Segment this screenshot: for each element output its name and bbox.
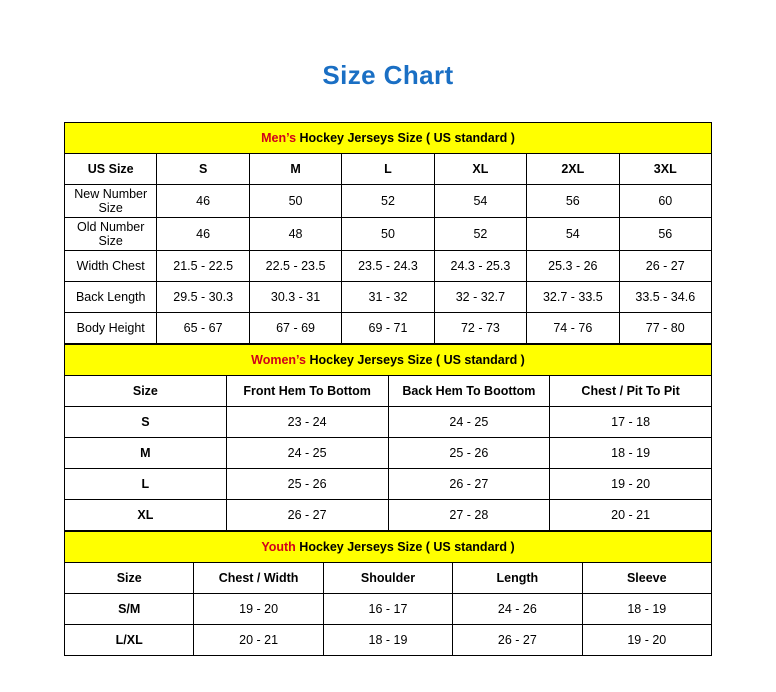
mens-col-3: L [342, 154, 434, 185]
mens-row-1-label: Old Number Size [65, 218, 157, 251]
mens-row-2-cell-5: 26 - 27 [619, 251, 711, 282]
mens-row-0-cell-5: 60 [619, 185, 711, 218]
mens-row-4-cell-1: 67 - 69 [249, 313, 341, 344]
womens-row-1-cell-2: 18 - 19 [550, 438, 712, 469]
womens-col-0: Size [65, 376, 227, 407]
mens-col-5: 2XL [527, 154, 619, 185]
mens-row-3-cell-2: 31 - 32 [342, 282, 434, 313]
youth-band-accent: Youth [261, 540, 296, 554]
mens-row-2-cell-4: 25.3 - 26 [527, 251, 619, 282]
youth-row-0-cell-1: 16 - 17 [323, 594, 452, 625]
mens-row-2-cell-1: 22.5 - 23.5 [249, 251, 341, 282]
mens-row-0-cell-1: 50 [249, 185, 341, 218]
youth-row-1-cell-3: 19 - 20 [582, 625, 711, 656]
mens-row-2-cell-3: 24.3 - 25.3 [434, 251, 526, 282]
womens-row-0-cell-2: 17 - 18 [550, 407, 712, 438]
mens-row-1-cell-3: 52 [434, 218, 526, 251]
table-row [65, 500, 712, 531]
womens-row-3-cell-0: 26 - 27 [226, 500, 388, 531]
womens-band-accent: Women’s [251, 353, 306, 367]
mens-row-4-cell-3: 72 - 73 [434, 313, 526, 344]
womens-col-3: Chest / Pit To Pit [550, 376, 712, 407]
womens-row-3-cell-1: 27 - 28 [388, 500, 550, 531]
table-row [65, 469, 712, 500]
youth-row-1-cell-0: 20 - 21 [194, 625, 323, 656]
womens-col-1: Front Hem To Bottom [226, 376, 388, 407]
youth-band-rest: Hockey Jerseys Size ( US standard ) [295, 540, 515, 554]
youth-row-0-cell-0: 19 - 20 [194, 594, 323, 625]
youth-col-4: Sleeve [582, 563, 711, 594]
table-row [65, 282, 712, 313]
womens-row-2-cell-1: 26 - 27 [388, 469, 550, 500]
mens-row-4-cell-4: 74 - 76 [527, 313, 619, 344]
youth-row-1-cell-2: 26 - 27 [453, 625, 582, 656]
womens-row-0-cell-1: 24 - 25 [388, 407, 550, 438]
youth-row-1-label: L/XL [65, 625, 194, 656]
table-row [65, 407, 712, 438]
mens-row-1-cell-1: 48 [249, 218, 341, 251]
womens-band-title [65, 345, 712, 376]
mens-band-title [65, 123, 712, 154]
mens-row-1-cell-4: 54 [527, 218, 619, 251]
womens-row-1-label: M [65, 438, 227, 469]
mens-row-1-cell-5: 56 [619, 218, 711, 251]
mens-col-0: US Size [65, 154, 157, 185]
youth-col-2: Shoulder [323, 563, 452, 594]
size-chart-tables [64, 88, 712, 656]
table-row [65, 185, 712, 218]
youth-row-0-cell-2: 24 - 26 [453, 594, 582, 625]
mens-row-3-cell-0: 29.5 - 30.3 [157, 282, 249, 313]
mens-row-3-cell-5: 33.5 - 34.6 [619, 282, 711, 313]
table-row [65, 594, 712, 625]
womens-row-3-cell-2: 20 - 21 [550, 500, 712, 531]
mens-col-6: 3XL [619, 154, 711, 185]
womens-row-2-cell-2: 19 - 20 [550, 469, 712, 500]
mens-row-4-cell-5: 77 - 80 [619, 313, 711, 344]
table-band-row [65, 345, 712, 376]
womens-row-1-cell-0: 24 - 25 [226, 438, 388, 469]
youth-size-table [64, 531, 712, 656]
womens-row-0-cell-0: 23 - 24 [226, 407, 388, 438]
mens-band-rest: Hockey Jerseys Size ( US standard ) [296, 131, 515, 145]
mens-row-3-label: Back Length [65, 282, 157, 313]
mens-row-2-label: Width Chest [65, 251, 157, 282]
table-band-row [65, 123, 712, 154]
table-header-row [65, 376, 712, 407]
womens-row-0-label: S [65, 407, 227, 438]
mens-row-0-cell-2: 52 [342, 185, 434, 218]
mens-row-4-cell-0: 65 - 67 [157, 313, 249, 344]
table-header-row [65, 154, 712, 185]
womens-row-1-cell-1: 25 - 26 [388, 438, 550, 469]
mens-row-2-cell-0: 21.5 - 22.5 [157, 251, 249, 282]
youth-band-title [65, 532, 712, 563]
womens-row-3-label: XL [65, 500, 227, 531]
mens-row-1-cell-0: 46 [157, 218, 249, 251]
mens-row-3-cell-1: 30.3 - 31 [249, 282, 341, 313]
mens-row-0-label: New Number Size [65, 185, 157, 218]
mens-row-4-label: Body Height [65, 313, 157, 344]
mens-row-0-cell-0: 46 [157, 185, 249, 218]
mens-row-0-cell-4: 56 [527, 185, 619, 218]
youth-row-0-label: S/M [65, 594, 194, 625]
mens-row-0-cell-3: 54 [434, 185, 526, 218]
mens-col-2: M [249, 154, 341, 185]
mens-col-4: XL [434, 154, 526, 185]
mens-row-2-cell-2: 23.5 - 24.3 [342, 251, 434, 282]
mens-row-3-cell-3: 32 - 32.7 [434, 282, 526, 313]
table-row [65, 438, 712, 469]
mens-row-4-cell-2: 69 - 71 [342, 313, 434, 344]
mens-size-table [64, 122, 712, 344]
youth-row-1-cell-1: 18 - 19 [323, 625, 452, 656]
mens-col-1: S [157, 154, 249, 185]
youth-col-1: Chest / Width [194, 563, 323, 594]
womens-band-rest: Hockey Jerseys Size ( US standard ) [306, 353, 525, 367]
page-title: Size Chart [322, 60, 454, 90]
womens-col-2: Back Hem To Boottom [388, 376, 550, 407]
youth-row-0-cell-3: 18 - 19 [582, 594, 711, 625]
table-row [65, 625, 712, 656]
table-header-row [65, 563, 712, 594]
table-row [65, 251, 712, 282]
womens-row-2-label: L [65, 469, 227, 500]
mens-row-3-cell-4: 32.7 - 33.5 [527, 282, 619, 313]
table-row [65, 313, 712, 344]
womens-row-2-cell-0: 25 - 26 [226, 469, 388, 500]
youth-col-0: Size [65, 563, 194, 594]
mens-row-1-cell-2: 50 [342, 218, 434, 251]
youth-col-3: Length [453, 563, 582, 594]
womens-size-table [64, 344, 712, 531]
table-band-row [65, 532, 712, 563]
mens-band-accent: Men’s [261, 131, 297, 145]
table-row [65, 218, 712, 251]
